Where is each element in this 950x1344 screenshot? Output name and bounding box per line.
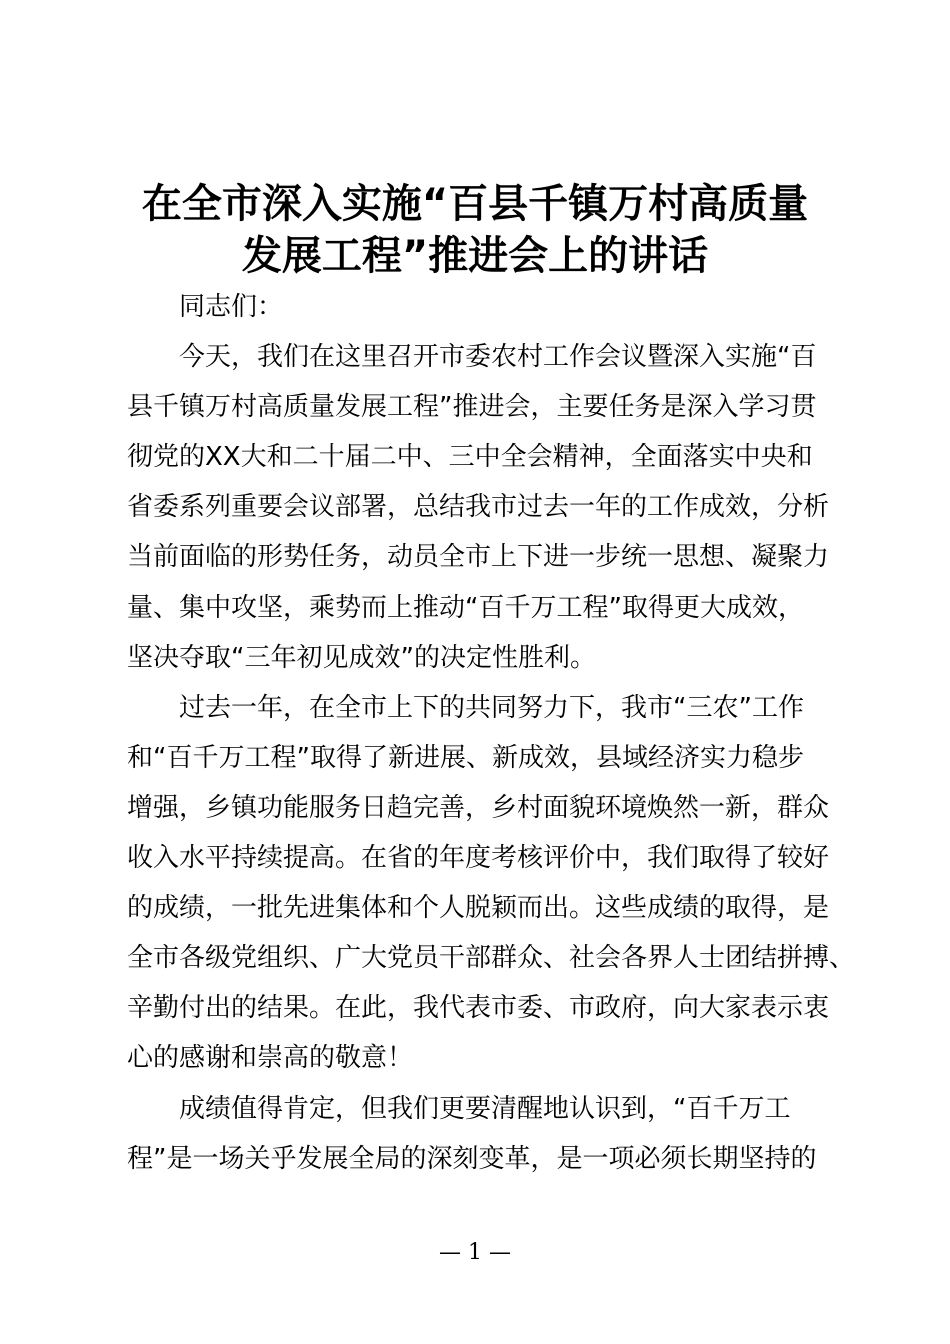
paragraph-line: 县千镇万村高质量发展工程”推进会，主要任务是深入学习贯: [127, 392, 817, 423]
paragraph-2: [127, 683, 856, 1084]
paragraph-line: 省委系列重要会议部署，总结我市过去一年的工作成效，分析: [127, 492, 830, 523]
paragraph-line: 彻党的XX大和二十届二中、三中全会精神，全面落实中央和: [127, 442, 813, 473]
paragraph-line: 增强，乡镇功能服务日趋完善，乡村面貌环境焕然一新，群众: [127, 792, 830, 823]
greeting-text: 同志们：: [179, 292, 284, 322]
paragraph-3: [127, 1084, 833, 1184]
paragraph-line: 心的感谢和崇高的敬意！: [127, 1043, 414, 1074]
paragraph-line: 坚决夺取“三年初见成效”的决定性胜利。: [127, 642, 596, 673]
paragraph-line: 辛勤付出的结果。在此，我代表市委、市政府，向大家表示衷: [127, 993, 830, 1024]
paragraph-line: 收入水平持续提高。在省的年度考核评价中，我们取得了较好: [127, 843, 830, 874]
document-title: [110, 178, 840, 282]
paragraph-line: 和“百千万工程”取得了新进展、新成效，县域经济实力稳步: [127, 742, 804, 773]
paragraph-1: [127, 332, 833, 683]
paragraph-line: 当前面临的形势任务，动员全市上下进一步统一思想、凝聚力: [127, 542, 830, 573]
paragraph-line: 成绩值得肯定，但我们更要清醒地认识到，“百千万工: [179, 1093, 791, 1124]
paragraph-line: 的成绩，一批先进集体和个人脱颖而出。这些成绩的取得，是: [127, 893, 830, 924]
greeting: [127, 282, 833, 332]
paragraph-line: 程”是一场关乎发展全局的深刻变革，是一项必须长期坚持的: [127, 1143, 817, 1174]
paragraph-line: 全市各级党组织、广大党员干部群众、社会各界人士团结拼搏、: [127, 943, 856, 974]
page-number: — 1 —: [439, 1240, 511, 1265]
title-line-1: 在全市深入实施“百县千镇万村高质量: [141, 181, 809, 227]
paragraph-line: 今天，我们在这里召开市委农村工作会议暨深入实施“百: [179, 342, 817, 373]
title-line-2: 发展工程”推进会上的讲话: [241, 233, 709, 279]
paragraph-line: 量、集中攻坚，乘势而上推动“百千万工程”取得更大成效，: [127, 592, 804, 623]
document-body: [127, 282, 856, 1184]
paragraph-line: 过去一年，在全市上下的共同努力下，我市“三农”工作: [179, 692, 804, 723]
